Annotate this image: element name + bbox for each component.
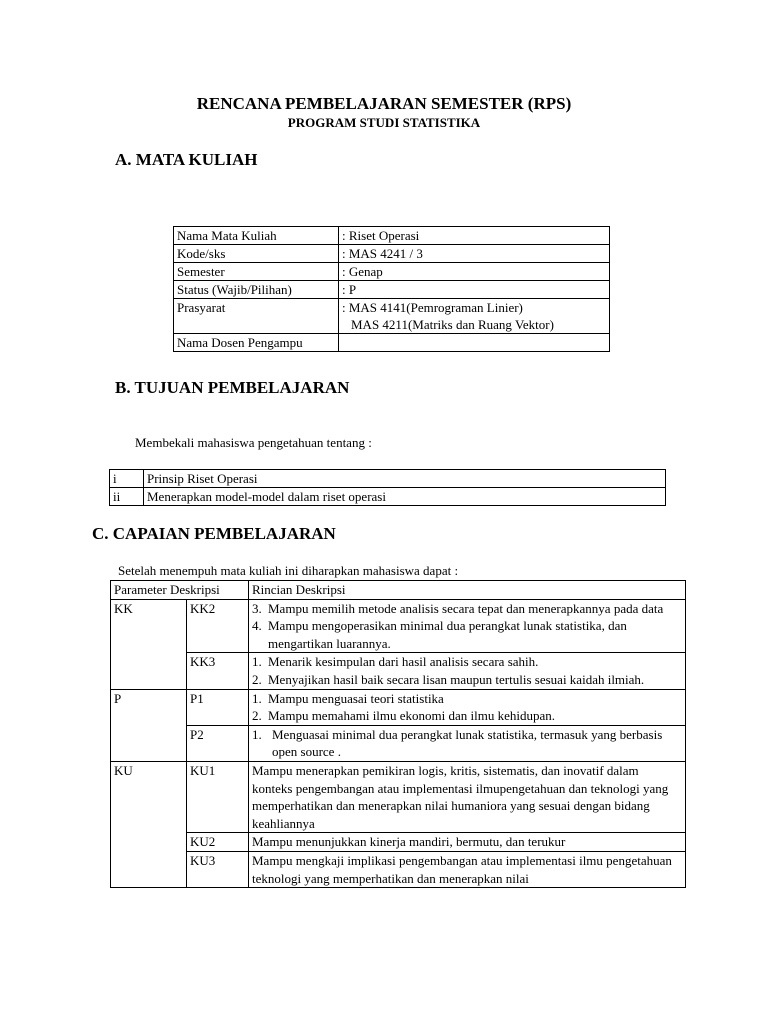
list-text: Menguasai minimal dua perangkat lunak statistika, termasuk yang berbasis open source . — [272, 726, 663, 760]
list-item — [252, 600, 682, 618]
table-row — [174, 281, 610, 299]
table-row — [174, 227, 610, 245]
group-cell — [111, 833, 187, 852]
table-row — [174, 263, 610, 281]
code-cell: P1 — [187, 689, 249, 725]
list-number: 1. — [252, 654, 262, 670]
objective-number: ii — [110, 488, 144, 506]
list-item — [252, 726, 682, 761]
group-cell: KK — [111, 599, 187, 653]
list-item — [252, 707, 682, 725]
group-cell: P — [111, 689, 187, 725]
table-row — [111, 851, 686, 887]
list-item — [252, 617, 682, 652]
objective-text: Prinsip Riset Operasi — [144, 470, 666, 488]
prerequisite-line-1: : MAS 4141(Pemrograman Linier) — [342, 300, 523, 315]
course-info-table — [173, 226, 610, 352]
learning-outcomes-table — [110, 580, 686, 888]
table-row — [111, 833, 686, 852]
prerequisite-label: Prasyarat — [174, 299, 339, 334]
objectives-table — [109, 469, 666, 506]
section-a-heading: A. MATA KULIAH — [115, 150, 258, 169]
prerequisite-value — [339, 299, 610, 334]
code-cell: KU3 — [187, 851, 249, 887]
details-cell — [249, 653, 686, 689]
course-name-value: : Riset Operasi — [339, 227, 610, 245]
lecturer-label: Nama Dosen Pengampu — [174, 334, 339, 352]
group-cell — [111, 851, 187, 887]
section-b-heading: B. TUJUAN PEMBELAJARAN — [115, 378, 350, 397]
code-cell: KK2 — [187, 599, 249, 653]
list-text: Mampu mengoperasikan minimal dua perangkat lunak statistika, dan mengartikan luarannya. — [268, 618, 627, 651]
status-label: Status (Wajib/Pilihan) — [174, 281, 339, 299]
list-number: 1. — [252, 690, 262, 706]
document-subtitle: PROGRAM STUDI STATISTIKA — [287, 115, 481, 130]
objective-number: i — [110, 470, 144, 488]
details-cell: Mampu mengkaji implikasi pengembangan atau implementasi ilmu pengetahuan teknologi yang memperhatikan dan menerapkan nilai — [249, 851, 686, 887]
course-code-value: : MAS 4241 / 3 — [339, 245, 610, 263]
semester-value: : Genap — [339, 263, 610, 281]
prerequisite-line-2: MAS 4211(Matriks dan Ruang Vektor) — [351, 317, 554, 332]
group-cell — [111, 653, 187, 689]
course-name-label: Nama Mata Kuliah — [174, 227, 339, 245]
lecturer-value — [339, 334, 610, 352]
details-cell — [249, 725, 686, 761]
details-header: Rincian Deskripsi — [249, 581, 686, 600]
parameter-header: Parameter Deskripsi — [111, 581, 249, 600]
list-item — [252, 653, 682, 671]
list-text: Menyajikan hasil baik secara lisan maupun tertulis sesuai kaidah ilmiah. — [268, 671, 645, 687]
code-cell: KK3 — [187, 653, 249, 689]
section-c-intro: Setelah menempuh mata kuliah ini diharapkan mahasiswa dapat : — [118, 563, 459, 578]
code-cell: P2 — [187, 725, 249, 761]
list-item — [252, 671, 682, 689]
table-row — [111, 581, 686, 600]
table-row — [174, 299, 610, 334]
table-row — [111, 689, 686, 725]
objective-text: Menerapkan model-model dalam riset operasi — [144, 488, 666, 506]
list-number: 1. — [252, 726, 262, 742]
table-row — [110, 470, 666, 488]
list-number: 3. — [252, 600, 262, 616]
list-number: 2. — [252, 671, 262, 687]
code-cell: KU1 — [187, 761, 249, 832]
group-cell: KU — [111, 761, 187, 832]
semester-label: Semester — [174, 263, 339, 281]
details-cell: Mampu menerapkan pemikiran logis, kritis, sistematis, dan inovatif dalam konteks pengembangan atau implementasi ilmupengetahuan dan teknologi yang memperhatikan dan menerapkan nilai humaniora yang sesuai dengan bidang keahliannya — [249, 761, 686, 832]
list-text: Menarik kesimpulan dari hasil analisis secara sahih. — [268, 654, 539, 670]
table-row — [111, 599, 686, 653]
details-cell — [249, 599, 686, 653]
document-title: RENCANA PEMBELAJARAN SEMESTER (RPS) — [196, 94, 572, 113]
details-cell: Mampu menunjukkan kinerja mandiri, bermutu, dan terukur — [249, 833, 686, 852]
table-row — [110, 488, 666, 506]
code-cell: KU2 — [187, 833, 249, 852]
list-text: Mampu memilih metode analisis secara tepat dan menerapkannya pada data — [268, 600, 664, 616]
details-cell — [249, 689, 686, 725]
list-item — [252, 690, 682, 708]
list-number: 4. — [252, 618, 262, 634]
table-row — [174, 245, 610, 263]
table-row — [111, 725, 686, 761]
table-row — [111, 653, 686, 689]
table-row — [111, 761, 686, 832]
status-value: : P — [339, 281, 610, 299]
table-row — [174, 334, 610, 352]
course-code-label: Kode/sks — [174, 245, 339, 263]
list-number: 2. — [252, 708, 262, 724]
list-text: Mampu memahami ilmu ekonomi dan ilmu kehidupan. — [268, 708, 556, 724]
list-text: Mampu menguasai teori statistika — [268, 690, 444, 706]
section-c-heading: C. CAPAIAN PEMBELAJARAN — [92, 524, 336, 543]
group-cell — [111, 725, 187, 761]
section-b-intro: Membekali mahasiswa pengetahuan tentang : — [135, 435, 372, 450]
